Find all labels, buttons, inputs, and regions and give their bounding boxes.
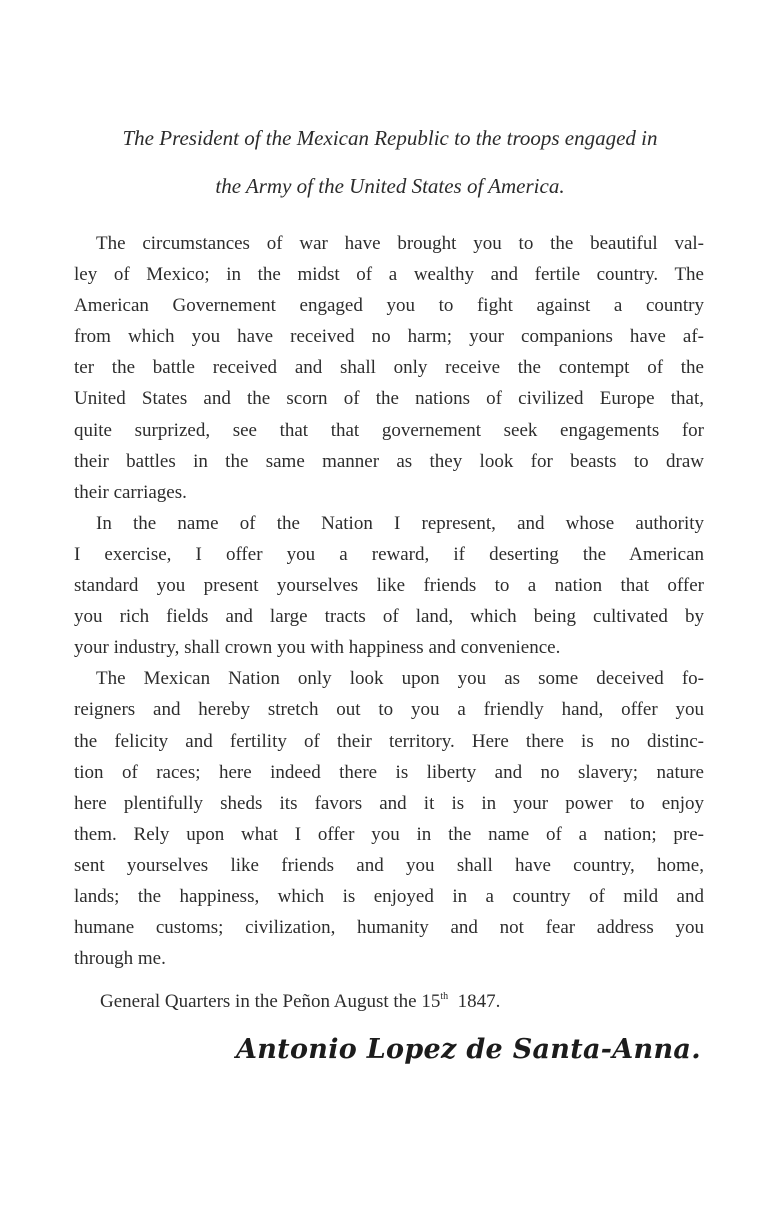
text-line: from which you have received no harm; your companions have af- — [74, 326, 704, 348]
proclamation-body — [74, 228, 704, 974]
text-line: the felicity and fertility of their territory. Here there is no distinc- — [74, 730, 704, 752]
text-line: your industry, shall crown you with happiness and convenience. — [74, 637, 561, 659]
paragraph-2 — [74, 508, 704, 663]
text-line: sent yourselves like friends and you shall have country, home, — [74, 854, 704, 876]
text-line: quite surprized, see that that governement seek engagements for — [74, 419, 704, 441]
dateline — [100, 981, 500, 1017]
text-line: here plentifully sheds its favors and it is in your power to enjoy — [74, 792, 704, 814]
text-line: ter the battle received and shall only receive the contempt of the — [74, 357, 704, 379]
text-line: American Governement engaged you to fight against a country — [74, 295, 704, 317]
dateline-ordinal: th — [440, 991, 449, 1002]
text-line: lands; the happiness, which is enjoyed in a country of mild and — [74, 885, 704, 907]
text-line: I exercise, I offer you a reward, if deserting the American — [74, 543, 704, 565]
paragraph-1 — [74, 228, 704, 508]
text-line: In the name of the Nation I represent, and whose authority — [96, 512, 704, 534]
title-line-2: the Army of the United States of America. — [215, 174, 565, 198]
text-line: tion of races; here indeed there is liberty and no slavery; nature — [74, 761, 704, 783]
text-line: them. Rely upon what I offer you in the name of a nation; pre- — [74, 823, 704, 845]
signature: Antonio Lopez de Santa-Anna. — [236, 1034, 701, 1065]
paragraph-3 — [74, 663, 704, 974]
text-line: reigners and hereby stretch out to you a friendly hand, offer you — [74, 699, 704, 721]
text-line: their battles in the same manner as they look for beasts to draw — [74, 450, 704, 472]
dateline-text: General Quarters in the Peñon August the 15 — [100, 991, 441, 1012]
text-line: United States and the scorn of the nations of civilized Europe that, — [74, 388, 704, 410]
text-line: through me. — [74, 948, 166, 970]
title-line-1: The President of the Mexican Republic to the troops engaged in — [122, 126, 658, 150]
text-line: The circumstances of war have brought you to the beautiful val- — [96, 233, 704, 254]
text-line: standard you present yourselves like friends to a nation that offer — [74, 575, 704, 597]
dateline-year: 1847. — [448, 991, 501, 1012]
text-line: The Mexican Nation only look upon you as some deceived fo- — [96, 668, 704, 690]
text-line: humane customs; civilization, humanity and not fear address you — [74, 917, 704, 939]
text-line: you rich fields and large tracts of land, which being cultivated by — [74, 606, 704, 628]
text-line: ley of Mexico; in the midst of a wealthy and fertile country. The — [74, 264, 704, 286]
text-line: their carriages. — [74, 481, 187, 503]
proclamation-title — [60, 114, 720, 210]
